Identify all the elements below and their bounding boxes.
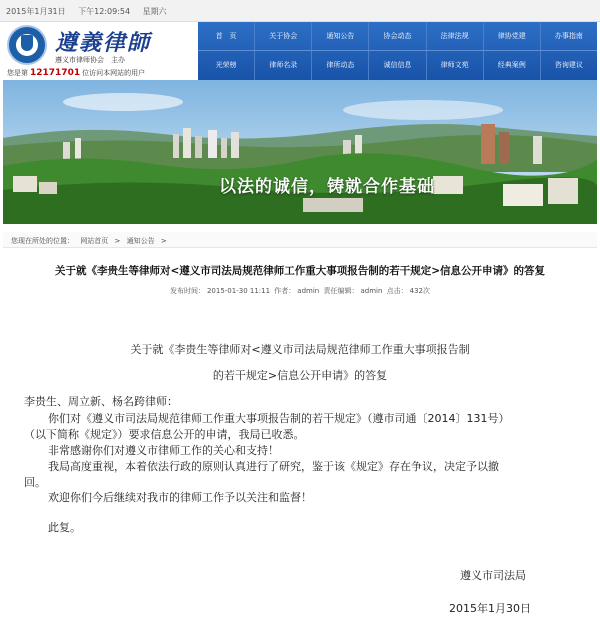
visitor-suffix: 位访问本网站的用户 bbox=[82, 69, 146, 77]
site-logo-title[interactable]: 遵義律師 bbox=[55, 30, 152, 56]
visitor-prefix: 您是第 bbox=[7, 69, 28, 77]
nav-item-writings[interactable]: 律师文苑 bbox=[427, 51, 484, 80]
paragraph-3-line-2: 回。 bbox=[24, 476, 46, 489]
signature-date: 2015年1月30日 bbox=[449, 602, 531, 615]
site-organizer: 遵义市律师协会 主办 bbox=[55, 56, 125, 64]
city-banner bbox=[3, 80, 597, 224]
meta-author: admin bbox=[297, 287, 320, 295]
body-title-line-2: 的若干规定>信息公开申请》的答复 bbox=[212, 369, 388, 382]
meta-editor-label: 责任编辑： bbox=[323, 287, 359, 295]
current-weekday: 星期六 bbox=[142, 7, 167, 16]
nav-row-1 bbox=[198, 22, 597, 51]
nav-item-directory[interactable]: 律师名录 bbox=[255, 51, 312, 80]
breadcrumb-separator: > bbox=[114, 237, 121, 245]
nav-item-honor[interactable]: 光荣榜 bbox=[198, 51, 255, 80]
meta-views-label: 点击： bbox=[386, 287, 408, 295]
paragraph-1-line-1: 你们对《遵义市司法局规范律师工作重大事项报告制的若干规定》（遵市司通〔2014〕131号） bbox=[48, 412, 510, 425]
salutation: 李贵生、周立新、杨名跨律师： bbox=[24, 395, 178, 408]
meta-published: 2015-01-30 11:11 bbox=[206, 287, 271, 295]
article-meta bbox=[0, 286, 600, 296]
nav-item-cases[interactable]: 经典案例 bbox=[484, 51, 541, 80]
closing: 此复。 bbox=[48, 521, 81, 534]
city-banner-image bbox=[3, 80, 597, 224]
nav-item-news[interactable]: 协会动态 bbox=[369, 22, 426, 50]
breadcrumb-notices-link[interactable]: 通知公告 bbox=[126, 237, 155, 245]
nav-item-guide[interactable]: 办事指南 bbox=[554, 32, 583, 40]
site-header bbox=[3, 22, 597, 80]
meta-author-label: 作者： bbox=[274, 287, 296, 295]
meta-views: 432次 bbox=[409, 287, 431, 295]
nav-item-consult[interactable]: 咨询建议 bbox=[554, 61, 583, 69]
breadcrumb-separator: > bbox=[160, 237, 167, 245]
body-title-line-1: 关于就《李贵生等律师对<遵义市司法局规范律师工作重大事项报告制 bbox=[130, 343, 470, 356]
signature-organization: 遵义市司法局 bbox=[460, 569, 526, 582]
nav-item-laws[interactable]: 法律法规 bbox=[427, 22, 484, 50]
top-date-bar bbox=[0, 0, 600, 22]
meta-editor: admin bbox=[360, 287, 383, 295]
breadcrumb-home-link[interactable]: 网站首页 bbox=[80, 237, 109, 245]
paragraph-2: 非常感谢你们对遵义市律师工作的关心和支持！ bbox=[48, 444, 279, 457]
visitor-count: 12171701 bbox=[30, 68, 81, 78]
meta-published-label: 发布时间： bbox=[169, 287, 205, 295]
paragraph-4: 欢迎你们今后继续对我市的律师工作予以关注和监督！ bbox=[48, 491, 312, 504]
nav-item-party[interactable]: 律协党建 bbox=[484, 22, 541, 50]
breadcrumb-label: 您现在所处的位置： bbox=[11, 237, 74, 245]
article-title: 关于就《李贵生等律师对<遵义市司法局规范律师工作重大事项报告制的若干规定>信息公开申请》的答复 bbox=[54, 265, 546, 277]
current-time: 下午12:09:54 bbox=[78, 7, 131, 16]
nav-item-integrity[interactable]: 诚信信息 bbox=[369, 51, 426, 80]
main-navigation bbox=[198, 22, 597, 80]
nav-row-2 bbox=[198, 51, 597, 80]
association-seal-icon[interactable] bbox=[7, 25, 47, 65]
nav-item-notices[interactable]: 通知公告 bbox=[312, 22, 369, 50]
nav-item-home[interactable]: 首 页 bbox=[198, 22, 255, 50]
breadcrumb bbox=[3, 232, 597, 248]
visitor-counter bbox=[7, 68, 145, 78]
paragraph-1-line-2: （以下简称《规定》）要求信息公开的申请，我局已收悉。 bbox=[24, 428, 305, 441]
paragraph-3-line-1: 我局高度重视，本着依法行政的原则认真进行了研究，鉴于该《规定》存在争议，决定予以撤 bbox=[48, 460, 499, 473]
nav-item-firm-news[interactable]: 律所动态 bbox=[312, 51, 369, 80]
current-date: 2015年1月31日 bbox=[6, 7, 66, 16]
banner-slogan: 以法的诚信，铸就合作基础 bbox=[219, 177, 435, 197]
nav-item-about[interactable]: 关于协会 bbox=[255, 22, 312, 50]
